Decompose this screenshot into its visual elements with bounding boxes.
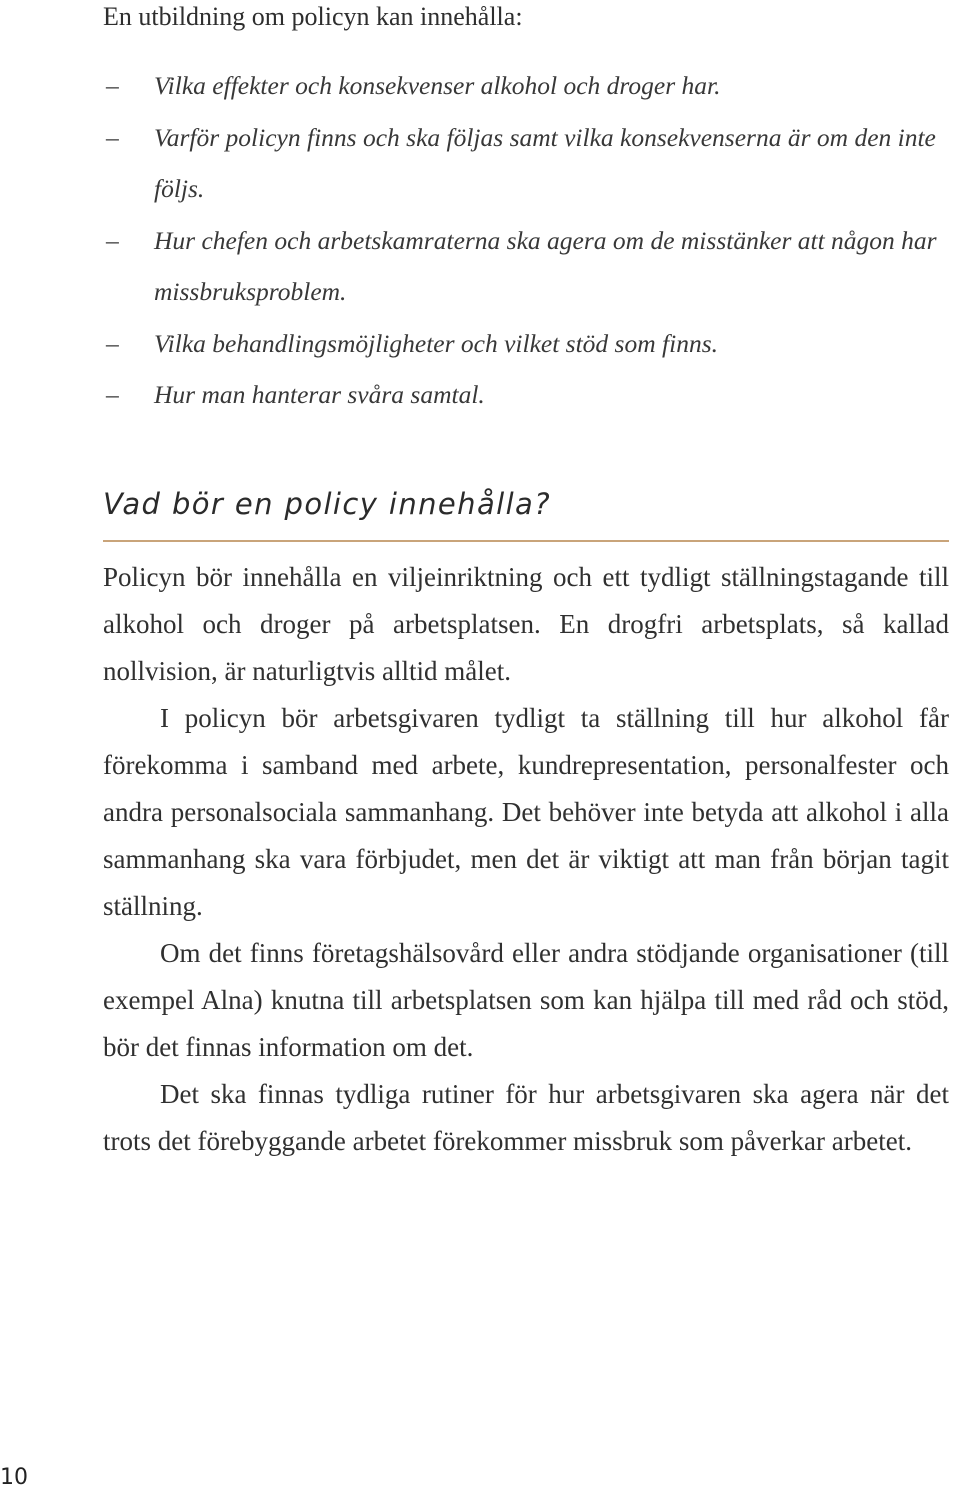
dash-bullet: – xyxy=(106,380,119,409)
body-paragraph: I policyn bör arbetsgivaren tydligt ta ställning till hur alkohol får förekomma i samband med arbete, kundrepresentation, personalfester och andra personalsociala sammanhang. Det behöver inte betyda att alkohol i alla sammanhang ska vara förbjudet, men det är viktigt att man från början tagit ställning. xyxy=(103,703,949,921)
heading-rule xyxy=(103,540,949,542)
list-item xyxy=(103,369,953,421)
list-item xyxy=(103,215,953,318)
body-paragraph: Det ska finnas tydliga rutiner för hur arbetsgivaren ska agera när det trots det förebyggande arbetet förekommer missbruk som påverkar arbetet. xyxy=(103,1079,949,1156)
dash-bullet: – xyxy=(106,328,119,358)
list-item-text: Hur chefen och arbetskamraterna ska agera om de misstänker att någon har missbruksproblem. xyxy=(154,225,937,306)
list-item xyxy=(103,60,953,112)
body-paragraph: Om det finns företagshälsovård eller andra stödjande organisationer (till exempel Alna) knutna till arbetsplatsen som kan hjälpa till med råd och stöd, bör det finnas information om det. xyxy=(103,938,949,1062)
section-heading: Vad bör en policy innehålla? xyxy=(103,487,551,521)
dash-bullet: – xyxy=(106,71,119,100)
page-number: 10 xyxy=(0,1465,28,1490)
list-item-text: Hur man hanterar svåra samtal. xyxy=(154,380,485,409)
list-item-text: Vilka behandlingsmöjligheter och vilket stöd som finns. xyxy=(154,328,718,358)
dash-bullet: – xyxy=(106,225,119,255)
list-item xyxy=(103,112,953,215)
list-item xyxy=(103,318,953,370)
list-intro: En utbildning om policyn kan innehålla: xyxy=(103,2,523,31)
body-paragraph: Policyn bör innehålla en viljeinriktning och ett tydligt ställningstagande till alkohol och droger på arbetsplatsen. En drogfri arbetsplats, så kallad nollvision, är naturligtvis alltid målet. xyxy=(103,562,949,686)
list-item-text: Varför policyn finns och ska följas samt vilka konsekvenserna är om den inte följs. xyxy=(154,122,936,203)
list-item-text: Vilka effekter och konsekvenser alkohol och droger har. xyxy=(154,71,721,100)
section-body xyxy=(103,554,949,1165)
dash-list xyxy=(103,60,953,421)
dash-bullet: – xyxy=(106,122,119,152)
